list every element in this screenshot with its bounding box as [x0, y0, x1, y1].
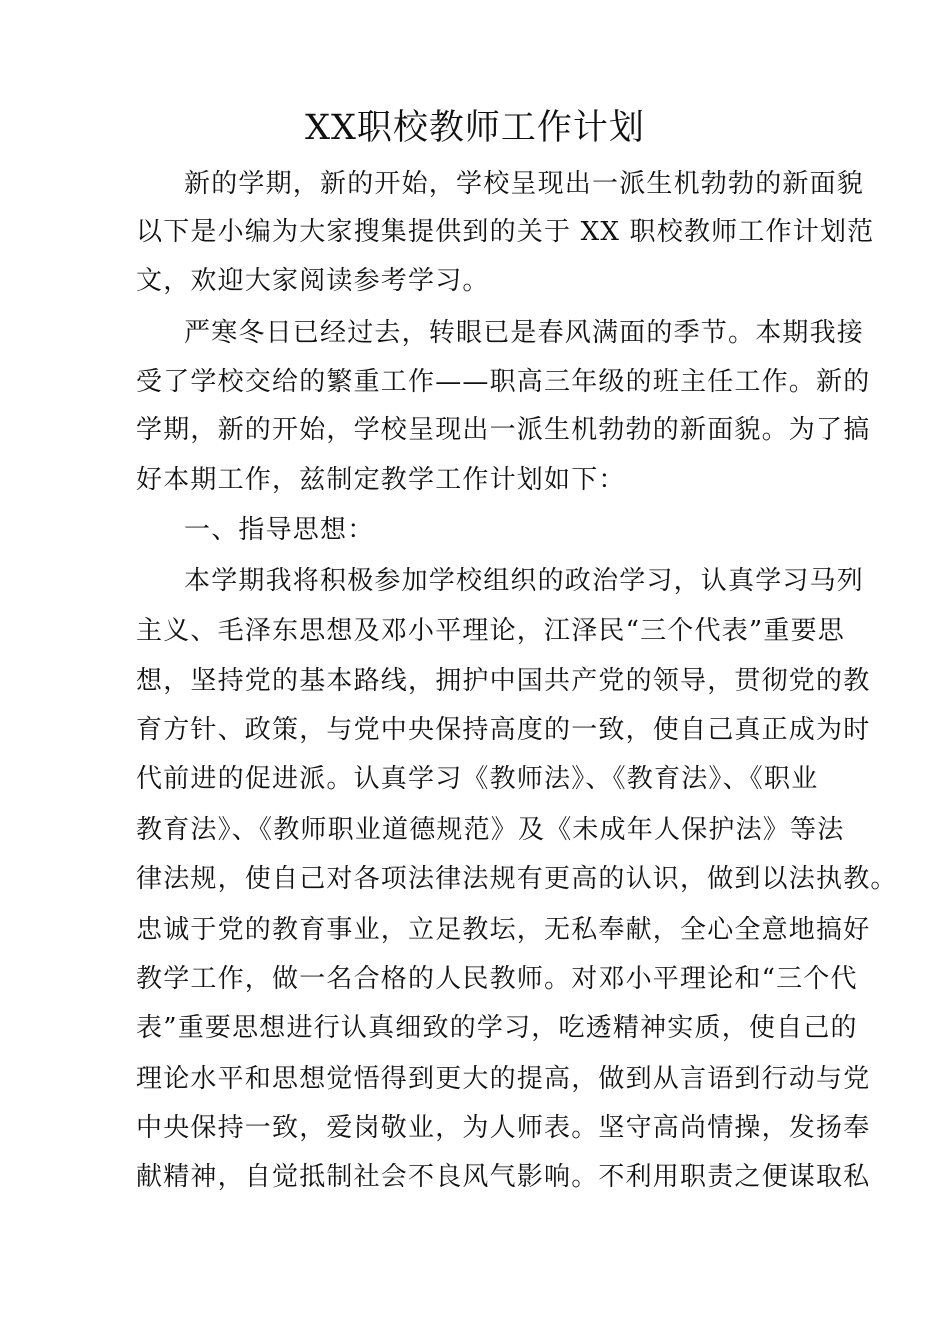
paragraph-line: 育方针、政策，与党中央保持高度的一致，使自己真正成为时 [136, 715, 871, 745]
paragraph-line: 教育法》、《教师职业道德规范》及《未成年人保护法》等法 [136, 815, 845, 845]
paragraph-line: 想，坚持党的基本路线，拥护中国共产党的领导，贯彻党的教 [136, 666, 871, 696]
paragraph-line: 教学工作，做一名合格的人民教师。对邓小平理论和“三个代 [136, 964, 858, 994]
paragraph-line: 献精神，自觉抵制社会不良风气影响。不利用职责之便谋取私 [136, 1162, 871, 1192]
paragraph-line: 文，欢迎大家阅读参考学习。 [136, 266, 490, 296]
document-title: XX职校教师工作计划 [305, 108, 645, 148]
paragraph-line: 好本期工作，兹制定教学工作计划如下： [136, 465, 626, 495]
paragraph-line: 以下是小编为大家搜集提供到的关于 XX 职校教师工作计划范 [136, 217, 875, 247]
paragraph-line: 理论水平和思想觉悟得到更大的提高，做到从言语到行动与党 [136, 1064, 871, 1094]
paragraph-line: 表”重要思想进行认真细致的学习，吃透精神实质，使自己的 [136, 1013, 858, 1043]
paragraph-line: 本学期我将积极参加学校组织的政治学习，认真学习马列 [184, 566, 865, 596]
paragraph-line: 学期，新的开始，学校呈现出一派生机勃勃的新面貌。为了搞 [136, 415, 871, 445]
paragraph-line: 受了学校交给的繁重工作——职高三年级的班主任工作。新的 [136, 367, 871, 397]
paragraph-line: 律法规，使自己对各项法律法规有更高的认识，做到以法执教。 [136, 864, 898, 894]
paragraph-line: 中央保持一致，爱岗敬业，为人师表。坚守高尚情操，发扬奉 [136, 1113, 871, 1143]
paragraph-line: 新的学期，新的开始，学校呈现出一派生机勃勃的新面貌 [184, 169, 865, 199]
paragraph-line: 严寒冬日已经过去，转眼已是春风满面的季节。本期我接 [184, 318, 865, 348]
paragraph-line: 主义、毛泽东思想及邓小平理论，江泽民“三个代表”重要思 [136, 616, 845, 646]
paragraph-line: 忠诚于党的教育事业，立足教坛，无私奉献，全心全意地搞好 [136, 915, 871, 945]
paragraph-line: 代前进的促进派。认真学习《教师法》、《教育法》、《职业 [136, 764, 819, 794]
section-heading: 一、指导思想： [184, 515, 375, 545]
